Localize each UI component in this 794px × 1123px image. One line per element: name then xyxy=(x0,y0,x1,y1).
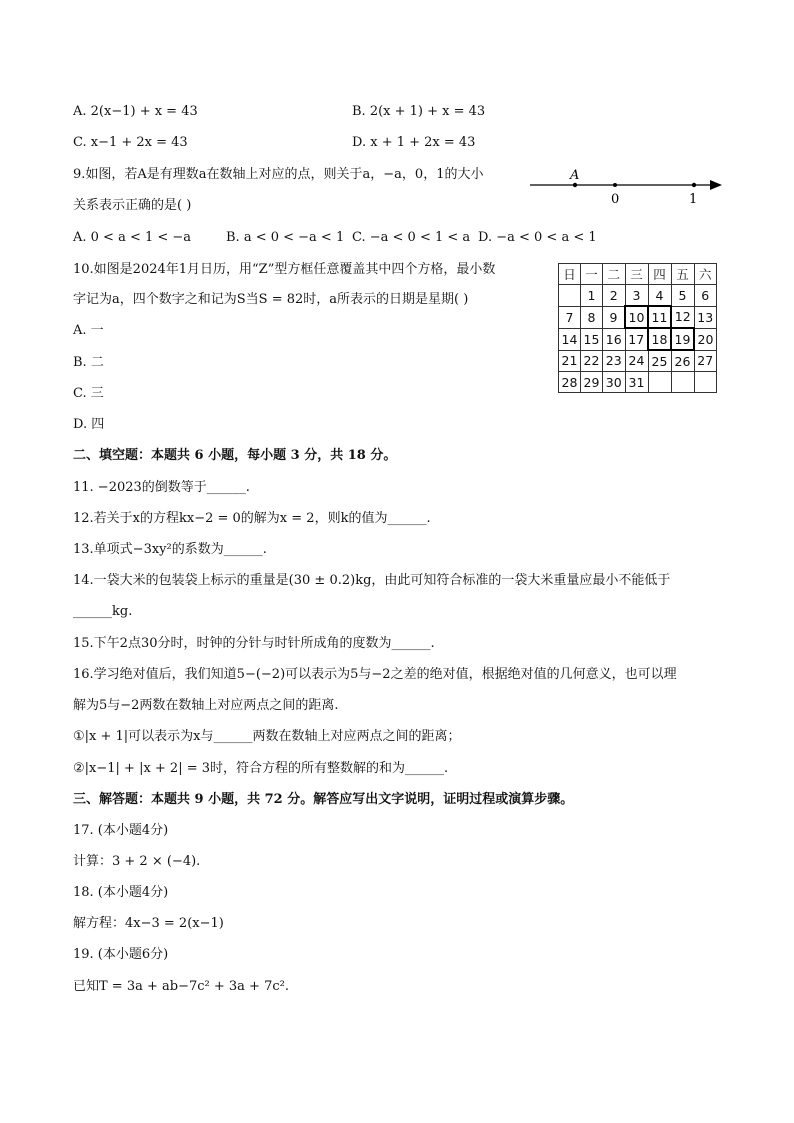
weekday-header: 三 xyxy=(625,264,648,285)
q11: 11. −2023的倒数等于______. xyxy=(73,480,250,495)
q9-option-a: A. 0 < a < 1 < −a xyxy=(73,230,192,245)
calendar-table xyxy=(558,263,717,393)
calendar-cell: 14 xyxy=(559,328,581,350)
calendar-cell: 3 xyxy=(625,285,648,307)
q15: 15.下午2点30分时，时钟的分针与时针所成角的度数为______. xyxy=(73,636,435,651)
q13: 13.单项式−3xy²的系数为______. xyxy=(73,542,267,557)
calendar-cell: 27 xyxy=(694,350,717,372)
point-one xyxy=(692,183,696,187)
calendar-cell: 28 xyxy=(559,372,581,393)
point-a-label: A xyxy=(570,168,580,183)
calendar-cell: 13 xyxy=(694,306,717,328)
q18-body: 解方程：4x−3 = 2(x−1) xyxy=(73,916,224,931)
q10-option-d: D. 四 xyxy=(73,417,105,432)
q9-option-b: B. a < 0 < −a < 1 xyxy=(226,230,345,245)
calendar-cell: 24 xyxy=(625,350,648,372)
calendar-cell xyxy=(694,372,717,393)
q14-line2: ______kg. xyxy=(73,604,133,619)
q19-body: 已知T = 3a + ab−7c² + 3a + 7c². xyxy=(73,979,289,994)
calendar-cell: 1 xyxy=(581,285,603,307)
number-line-arrow xyxy=(710,180,722,190)
calendar-cell: 22 xyxy=(581,350,603,372)
calendar-row xyxy=(559,328,717,350)
calendar-cell: 9 xyxy=(603,306,626,328)
q18-title: 18. (本小题4分) xyxy=(73,885,169,900)
q16-part1: ①|x + 1|可以表示为x与______两数在数轴上对应两点之间的距离； xyxy=(73,729,461,744)
section-2-heading: 二、填空题：本题共 6 小题，每小题 3 分，共 18 分。 xyxy=(73,448,397,463)
calendar-cell: 5 xyxy=(671,285,694,307)
calendar-cell: 17 xyxy=(625,328,648,350)
weekday-header: 五 xyxy=(671,264,694,285)
q8-option-a: A. 2(x−1) + x = 43 xyxy=(73,104,198,119)
calendar-cell: 25 xyxy=(648,350,671,372)
point-a xyxy=(573,183,577,187)
q12: 12.若关于x的方程kx−2 = 0的解为x = 2，则k的值为______. xyxy=(73,511,431,526)
calendar-cell-z-frame: 11 xyxy=(648,306,671,328)
calendar-cell: 21 xyxy=(559,350,581,372)
calendar-cell: 16 xyxy=(603,328,626,350)
section-3-heading: 三、解答题：本题共 9 小题，共 72 分。解答应写出文字说明，证明过程或演算步骤。 xyxy=(73,792,574,807)
q9-option-c: C. −a < 0 < 1 < a xyxy=(352,230,471,245)
q8-option-c: C. x−1 + 2x = 43 xyxy=(73,135,188,150)
calendar-cell: 4 xyxy=(648,285,671,307)
calendar-cell: 29 xyxy=(581,372,603,393)
calendar-cell: 2 xyxy=(603,285,626,307)
q16-line1: 16.学习绝对值后，我们知道5−(−2)可以表示为5与−2之差的绝对值，根据绝对值的几何意义，也可以理 xyxy=(73,667,677,682)
q17-title: 17. (本小题4分) xyxy=(73,823,169,838)
tick-zero-label: 0 xyxy=(611,192,620,207)
tick-one-label: 1 xyxy=(689,192,698,207)
q16-line2: 解为5与−2两数在数轴上对应两点之间的距离. xyxy=(73,698,339,713)
weekday-header: 日 xyxy=(559,264,581,285)
calendar-cell: 20 xyxy=(694,328,717,350)
point-zero xyxy=(613,183,617,187)
calendar-cell: 6 xyxy=(694,285,717,307)
calendar-row xyxy=(559,350,717,372)
calendar-cell: 23 xyxy=(603,350,626,372)
q9-stem-line2: 关系表示正确的是( ) xyxy=(73,198,192,213)
q8-option-b: B. 2(x + 1) + x = 43 xyxy=(352,104,486,119)
calendar-cell: 26 xyxy=(671,350,694,372)
q19-title: 19. (本小题6分) xyxy=(73,947,169,962)
weekday-header: 四 xyxy=(648,264,671,285)
calendar-cell xyxy=(671,372,694,393)
q14-line1: 14.一袋大米的包装袋上标示的重量是(30 ± 0.2)kg，由此可知符合标准的一袋大米重量应最小不能低于 xyxy=(73,573,671,588)
calendar-cell xyxy=(559,285,581,307)
q10-stem-line2: 字记为a，四个数字之和记为S当S = 82时，a所表示的日期是星期( ) xyxy=(73,292,469,307)
q10-stem-line1: 10.如图是2024年1月日历，用“Z”型方框任意覆盖其中四个方格，最小数 xyxy=(73,262,496,277)
weekday-header: 二 xyxy=(603,264,626,285)
q10-option-c: C. 三 xyxy=(73,386,104,401)
q10-option-b: B. 二 xyxy=(73,355,104,370)
calendar-cell xyxy=(648,372,671,393)
calendar-cell: 15 xyxy=(581,328,603,350)
q16-part2: ②|x−1| + |x + 2| = 3时，符合方程的所有整数解的和为______. xyxy=(73,761,449,776)
calendar-cell: 8 xyxy=(581,306,603,328)
weekday-header: 六 xyxy=(694,264,717,285)
weekday-header: 一 xyxy=(581,264,603,285)
calendar-cell-z-frame: 19 xyxy=(671,328,694,350)
calendar-cell-z-frame: 10 xyxy=(625,306,648,328)
q17-body: 计算：3 + 2 × (−4). xyxy=(73,854,201,869)
q10-option-a: A. 一 xyxy=(73,323,104,338)
calendar-row xyxy=(559,285,717,307)
calendar-row xyxy=(559,372,717,393)
calendar-cell: 7 xyxy=(559,306,581,328)
q9-option-d: D. −a < 0 < a < 1 xyxy=(478,230,597,245)
calendar-cell-z-frame: 18 xyxy=(648,328,671,350)
q9-stem-line1: 9.如图，若A是有理数a在数轴上对应的点，则关于a，−a，0，1的大小 xyxy=(73,167,484,182)
calendar-cell: 12 xyxy=(671,306,694,328)
calendar-cell: 30 xyxy=(603,372,626,393)
calendar-header-row xyxy=(559,264,717,285)
calendar-cell: 31 xyxy=(625,372,648,393)
q8-option-d: D. x + 1 + 2x = 43 xyxy=(352,135,476,150)
calendar-row xyxy=(559,306,717,328)
number-line-figure xyxy=(530,165,725,210)
